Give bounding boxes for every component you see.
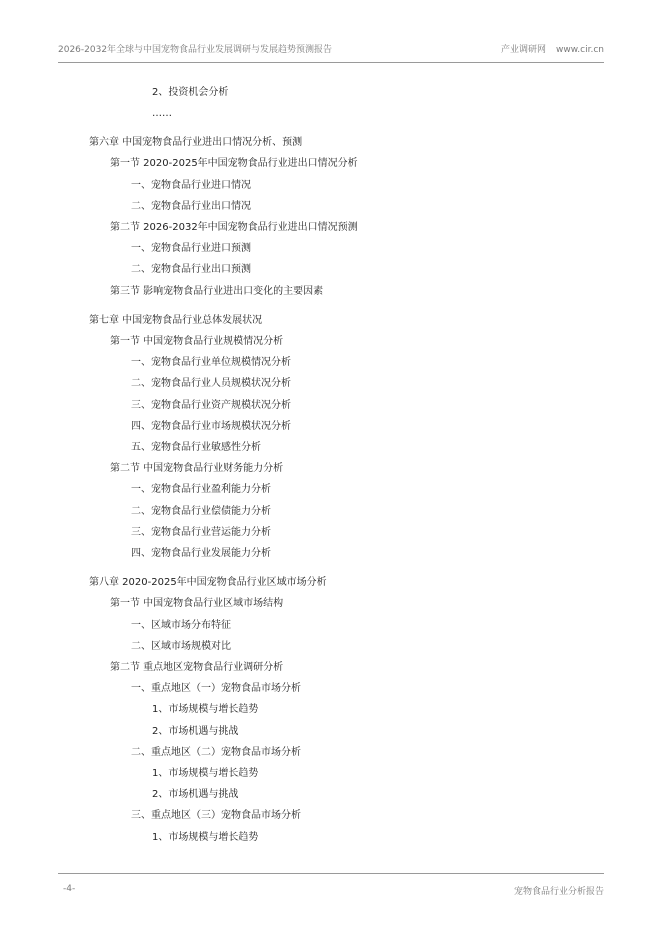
toc-subitem: 2、市场机遇与挑战 (152, 726, 239, 737)
toc-section: 第三节 影响宠物食品行业进出口变化的主要因素 (110, 286, 324, 297)
toc-item: 三、重点地区（三）宠物食品市场分析 (131, 810, 301, 821)
toc-item: 一、宠物食品行业单位规模情况分析 (131, 357, 291, 368)
footer-report-name: 宠物食品行业分析报告 (513, 887, 604, 897)
site-url: www.cir.cn (556, 45, 604, 55)
report-title: 2026-2032年全球与中国宠物食品行业发展调研与发展趋势预测报告 (58, 45, 333, 55)
toc-item: 二、宠物食品行业偿债能力分析 (131, 506, 271, 517)
toc-item: 二、宠物食品行业出口预测 (131, 264, 251, 275)
toc-item: 二、区域市场规模对比 (131, 641, 231, 652)
toc-subitem: 2、投资机会分析 (152, 87, 229, 98)
toc-section: 第二节 重点地区宠物食品行业调研分析 (110, 662, 284, 673)
toc-chapter: 第六章 中国宠物食品行业进出口情况分析、预测 (89, 137, 303, 148)
toc-item: 二、宠物食品行业出口情况 (131, 201, 251, 212)
toc-item: 二、宠物食品行业人员规模状况分析 (131, 378, 291, 389)
toc-section: 第二节 中国宠物食品行业财务能力分析 (110, 463, 284, 474)
toc-subitem: 1、市场规模与增长趋势 (152, 768, 259, 779)
toc-item: 四、宠物食品行业发展能力分析 (131, 548, 271, 559)
toc-section: 第一节 中国宠物食品行业区域市场结构 (110, 598, 284, 609)
toc-item: 一、宠物食品行业进口预测 (131, 243, 251, 254)
toc-item: 四、宠物食品行业市场规模状况分析 (131, 421, 291, 432)
page-number: -4- (63, 884, 76, 894)
toc-section: 第一节 2020-2025年中国宠物食品行业进出口情况分析 (110, 158, 358, 169)
toc-item: 二、重点地区（二）宠物食品市场分析 (131, 747, 301, 758)
toc-item: 一、宠物食品行业盈利能力分析 (131, 484, 271, 495)
toc-chapter: 第八章 2020-2025年中国宠物食品行业区域市场分析 (89, 577, 327, 588)
toc-item: 五、宠物食品行业敏感性分析 (131, 442, 261, 453)
toc-subitem: 1、市场规模与增长趋势 (152, 832, 259, 843)
toc-item: 一、宠物食品行业进口情况 (131, 180, 251, 191)
toc-section: 第二节 2026-2032年中国宠物食品行业进出口情况预测 (110, 222, 358, 233)
toc-item: 三、宠物食品行业资产规模状况分析 (131, 400, 291, 411)
toc-subitem: 1、市场规模与增长趋势 (152, 704, 259, 715)
toc-item: 一、重点地区（一）宠物食品市场分析 (131, 683, 301, 694)
page-header (58, 38, 604, 63)
toc-section: 第一节 中国宠物食品行业规模情况分析 (110, 336, 284, 347)
site-name: 产业调研网 (501, 45, 547, 55)
toc-chapter: 第七章 中国宠物食品行业总体发展状况 (89, 315, 263, 326)
page-footer (58, 873, 604, 897)
toc-subitem: 2、市场机遇与挑战 (152, 789, 239, 800)
toc-item: 一、区域市场分布特征 (131, 620, 231, 631)
site-info (491, 42, 604, 55)
toc-item: 三、宠物食品行业营运能力分析 (131, 527, 271, 538)
toc-subitem: …… (152, 108, 172, 119)
